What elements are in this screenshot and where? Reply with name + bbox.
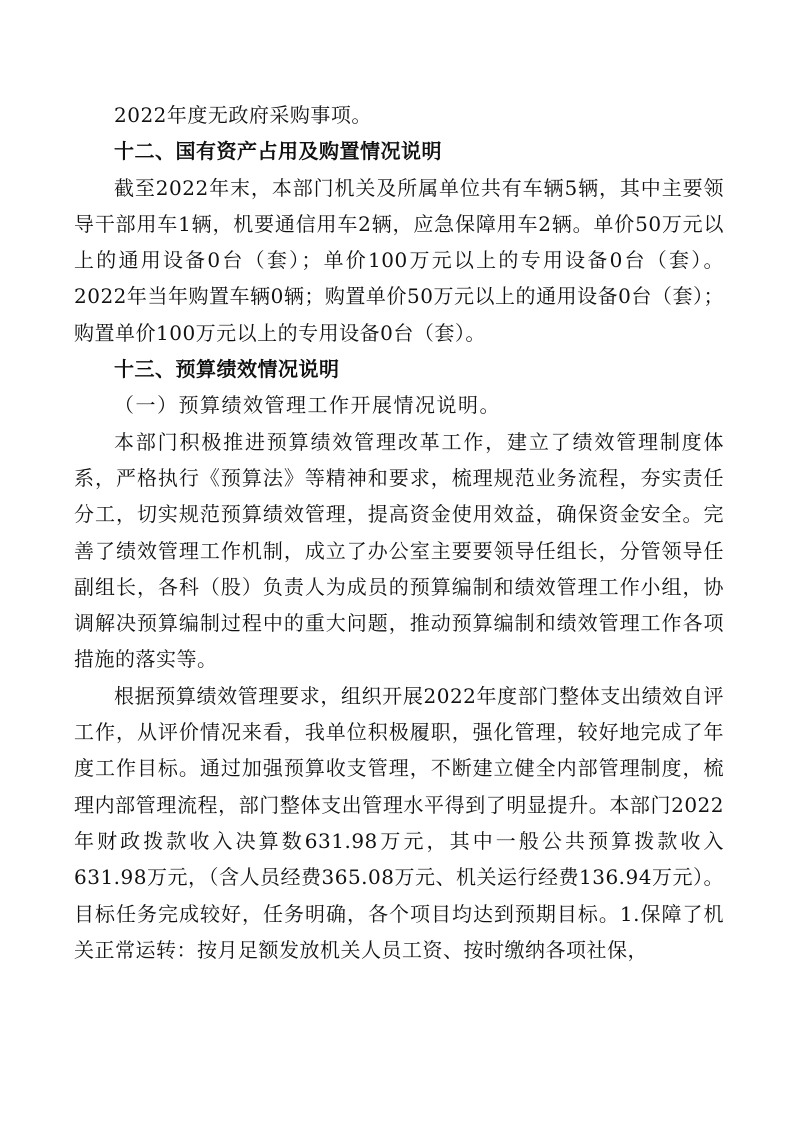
document-body: [74, 97, 724, 968]
paragraph-procurement-note: 2022年度无政府采购事项。: [114, 103, 372, 127]
paragraph-performance-reform: 本部门积极推进预算绩效管理改革工作，建立了绩效管理制度体系，严格执行《预算法》等精神和要求，梳理规范业务流程，夯实责任分工，切实规范预算绩效管理，提高资金使用效益，确保资金安全。完善了绩效管理工作机制，成立了办公室主要要领导任组长，分管领导任副组长，各科（股）负责人为成员的预算编制和绩效管理工作小组，协调解决预算编制过程中的重大问题，推动预算编制和绩效管理工作各项措施的落实等。: [74, 429, 724, 672]
paragraph-self-evaluation: 根据预算绩效管理要求，组织开展2022年度部门整体支出绩效自评工作，从评价情况来看，我单位积极履职，强化管理，较好地完成了年度工作目标。通过加强预算收支管理，不断建立健全内部管理制度，梳理内部管理流程，部门整体支出管理水平得到了明显提升。本部门2022年财政拨款收入决算数631.98万元，其中一般公共预算拨款收入631.98万元，（含人员经费365.08万元、机关运行经费136.94万元）。目标任务完成较好，任务明确，各个项目均达到预期目标。1.保障了机关正常运转：按月足额发放机关人员工资、按时缴纳各项社保，: [74, 683, 724, 962]
paragraph-state-assets: 截至2022年末，本部门机关及所属单位共有车辆5辆，其中主要领导干部用车1辆，机要通信用车2辆，应急保障用车2辆。单价50万元以上的通用设备0台（套）；单价100万元以上的专用设备0台（套）。2022年当年购置车辆0辆；购置单价50万元以上的通用设备0台（套）；购置单价100万元以上的专用设备0台（套）。: [74, 175, 724, 345]
subsection-heading-performance-management: （一）预算绩效管理工作开展情况说明。: [114, 393, 501, 418]
section-heading-state-assets: 十二、国有资产占用及购置情况说明: [114, 139, 442, 164]
section-heading-budget-performance: 十三、预算绩效情况说明: [114, 357, 340, 382]
